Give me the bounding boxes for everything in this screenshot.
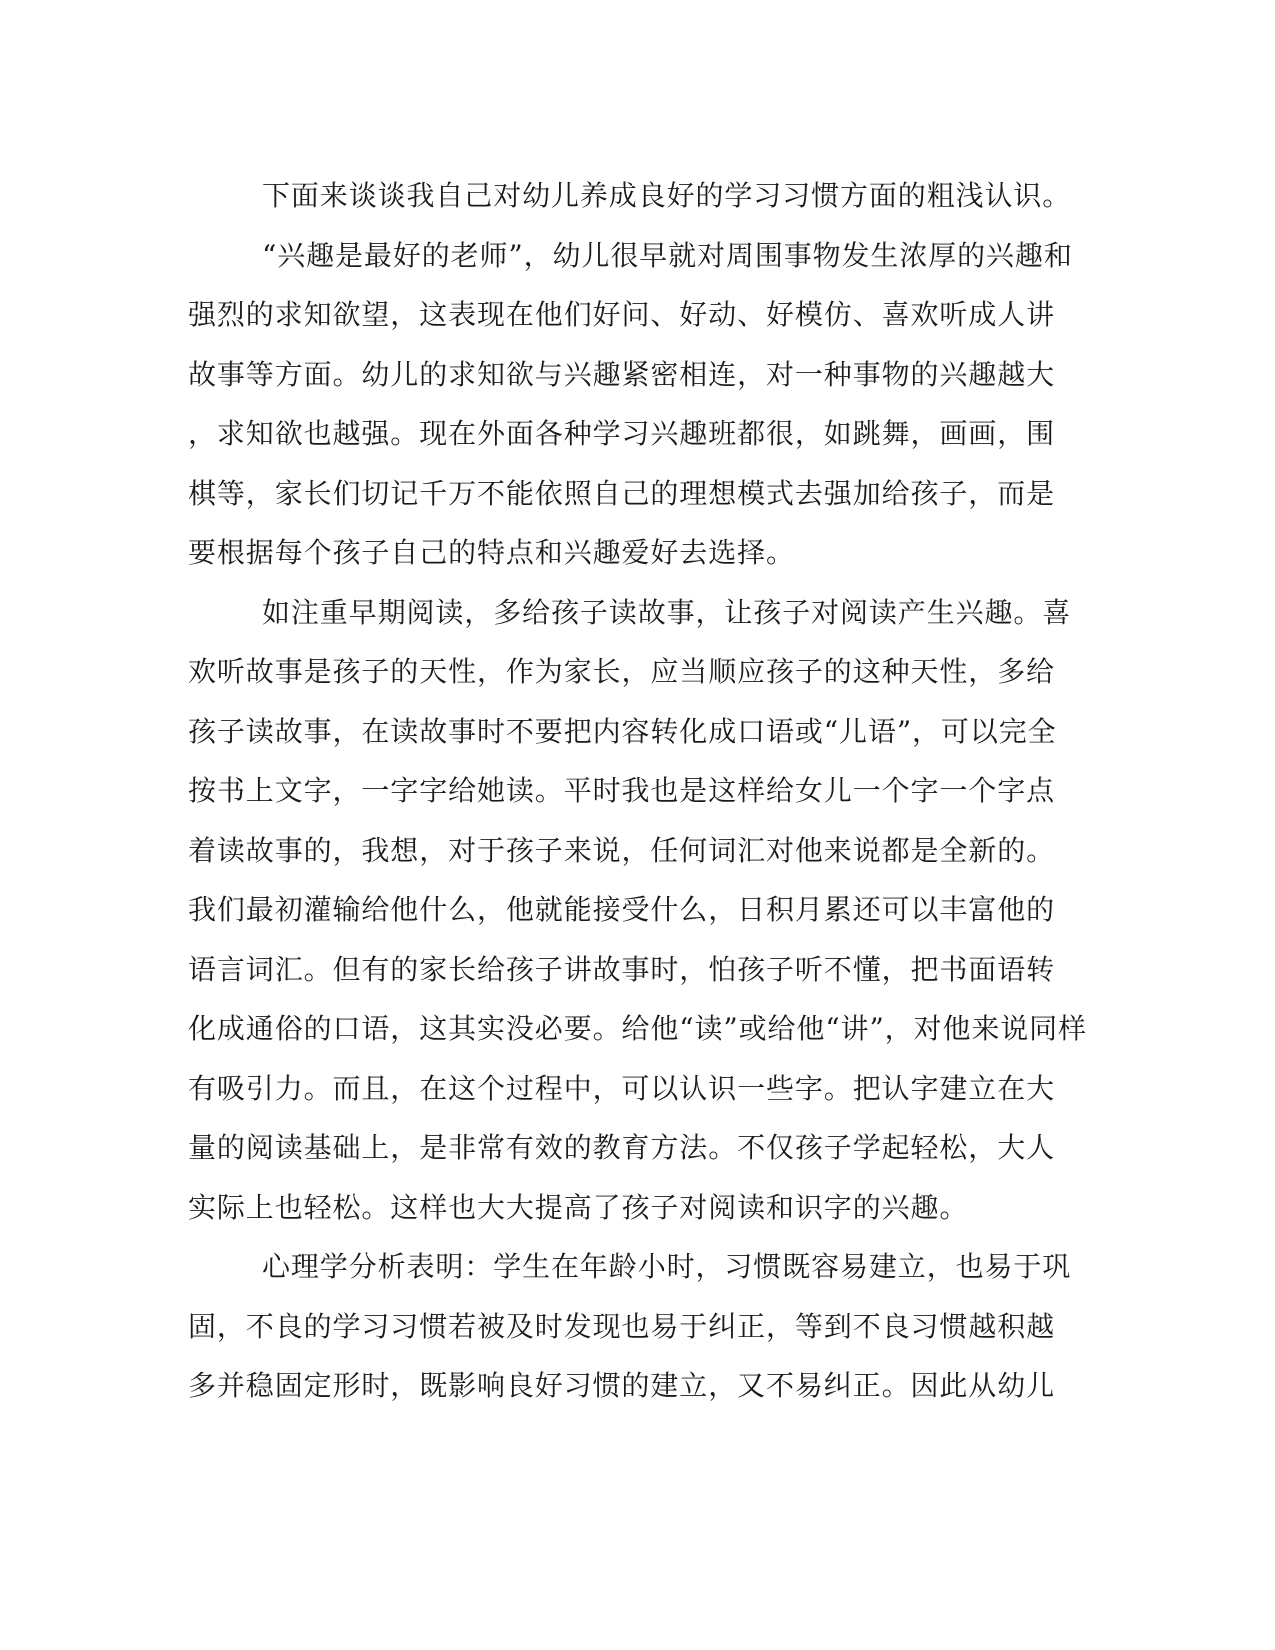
text-line: 欢听故事是孩子的天性，作为家长，应当顺应孩子的这种天性，多给 <box>188 655 1056 688</box>
text-line: 心理学分析表明：学生在年龄小时，习惯既容易建立，也易于巩 <box>262 1250 1072 1283</box>
text-line: 我们最初灌输给他什么，他就能接受什么，日积月累还可以丰富他的 <box>188 893 1056 926</box>
text-line: 棋等，家长们切记千万不能依照自己的理想模式去强加给孩子，而是 <box>188 476 1056 510</box>
paragraph-3 <box>188 583 1087 1238</box>
text-line: 下面来谈谈我自己对幼儿养成良好的学习习惯方面的粗浅认识。 <box>262 179 1072 212</box>
text-line: 化成通俗的口语，这其实没必要。给他“读”或给他“讲”，对他来说同样 <box>188 1012 1087 1045</box>
text-line: 故事等方面。幼儿的求知欲与兴趣紧密相连，对一种事物的兴趣越大 <box>188 357 1056 391</box>
text-line: 语言词汇。但有的家长给孩子讲故事时，怕孩子听不懂，把书面语转 <box>188 952 1056 986</box>
body-text <box>188 166 1087 1416</box>
text-line: “兴趣是最好的老师”，幼儿很早就对周围事物发生浓厚的兴趣和 <box>262 238 1073 272</box>
text-line: 要根据每个孩子自己的特点和兴趣爱好去选择。 <box>188 536 795 569</box>
paragraph-4 <box>188 1237 1072 1416</box>
text-line: 量的阅读基础上，是非常有效的教育方法。不仅孩子学起轻松，大人 <box>188 1131 1056 1164</box>
text-line: 多并稳固定形时，既影响良好习惯的建立，又不易纠正。因此从幼儿 <box>188 1369 1056 1402</box>
text-line: 强烈的求知欲望，这表现在他们好问、好动、好模仿、喜欢听成人讲 <box>188 298 1056 331</box>
text-line: 着读故事的，我想，对于孩子来说，任何词汇对他来说都是全新的。 <box>188 833 1056 867</box>
paragraph-1 <box>188 166 1072 226</box>
text-line: 按书上文字，一字字给她读。平时我也是这样给女儿一个字一个字点 <box>188 774 1056 807</box>
text-line: 如注重早期阅读，多给孩子读故事，让孩子对阅读产生兴趣。喜 <box>262 595 1072 629</box>
text-line: 固，不良的学习习惯若被及时发现也易于纠正，等到不良习惯越积越 <box>188 1309 1056 1343</box>
paragraph-2 <box>188 226 1073 583</box>
text-line: 孩子读故事，在读故事时不要把内容转化成口语或“儿语”，可以完全 <box>188 714 1057 748</box>
text-line: ，求知欲也越强。现在外面各种学习兴趣班都很，如跳舞，画画，围 <box>188 417 1056 450</box>
text-line: 有吸引力。而且，在这个过程中，可以认识一些字。把认字建立在大 <box>188 1071 1056 1105</box>
text-line: 实际上也轻松。这样也大大提高了孩子对阅读和识字的兴趣。 <box>188 1190 969 1224</box>
